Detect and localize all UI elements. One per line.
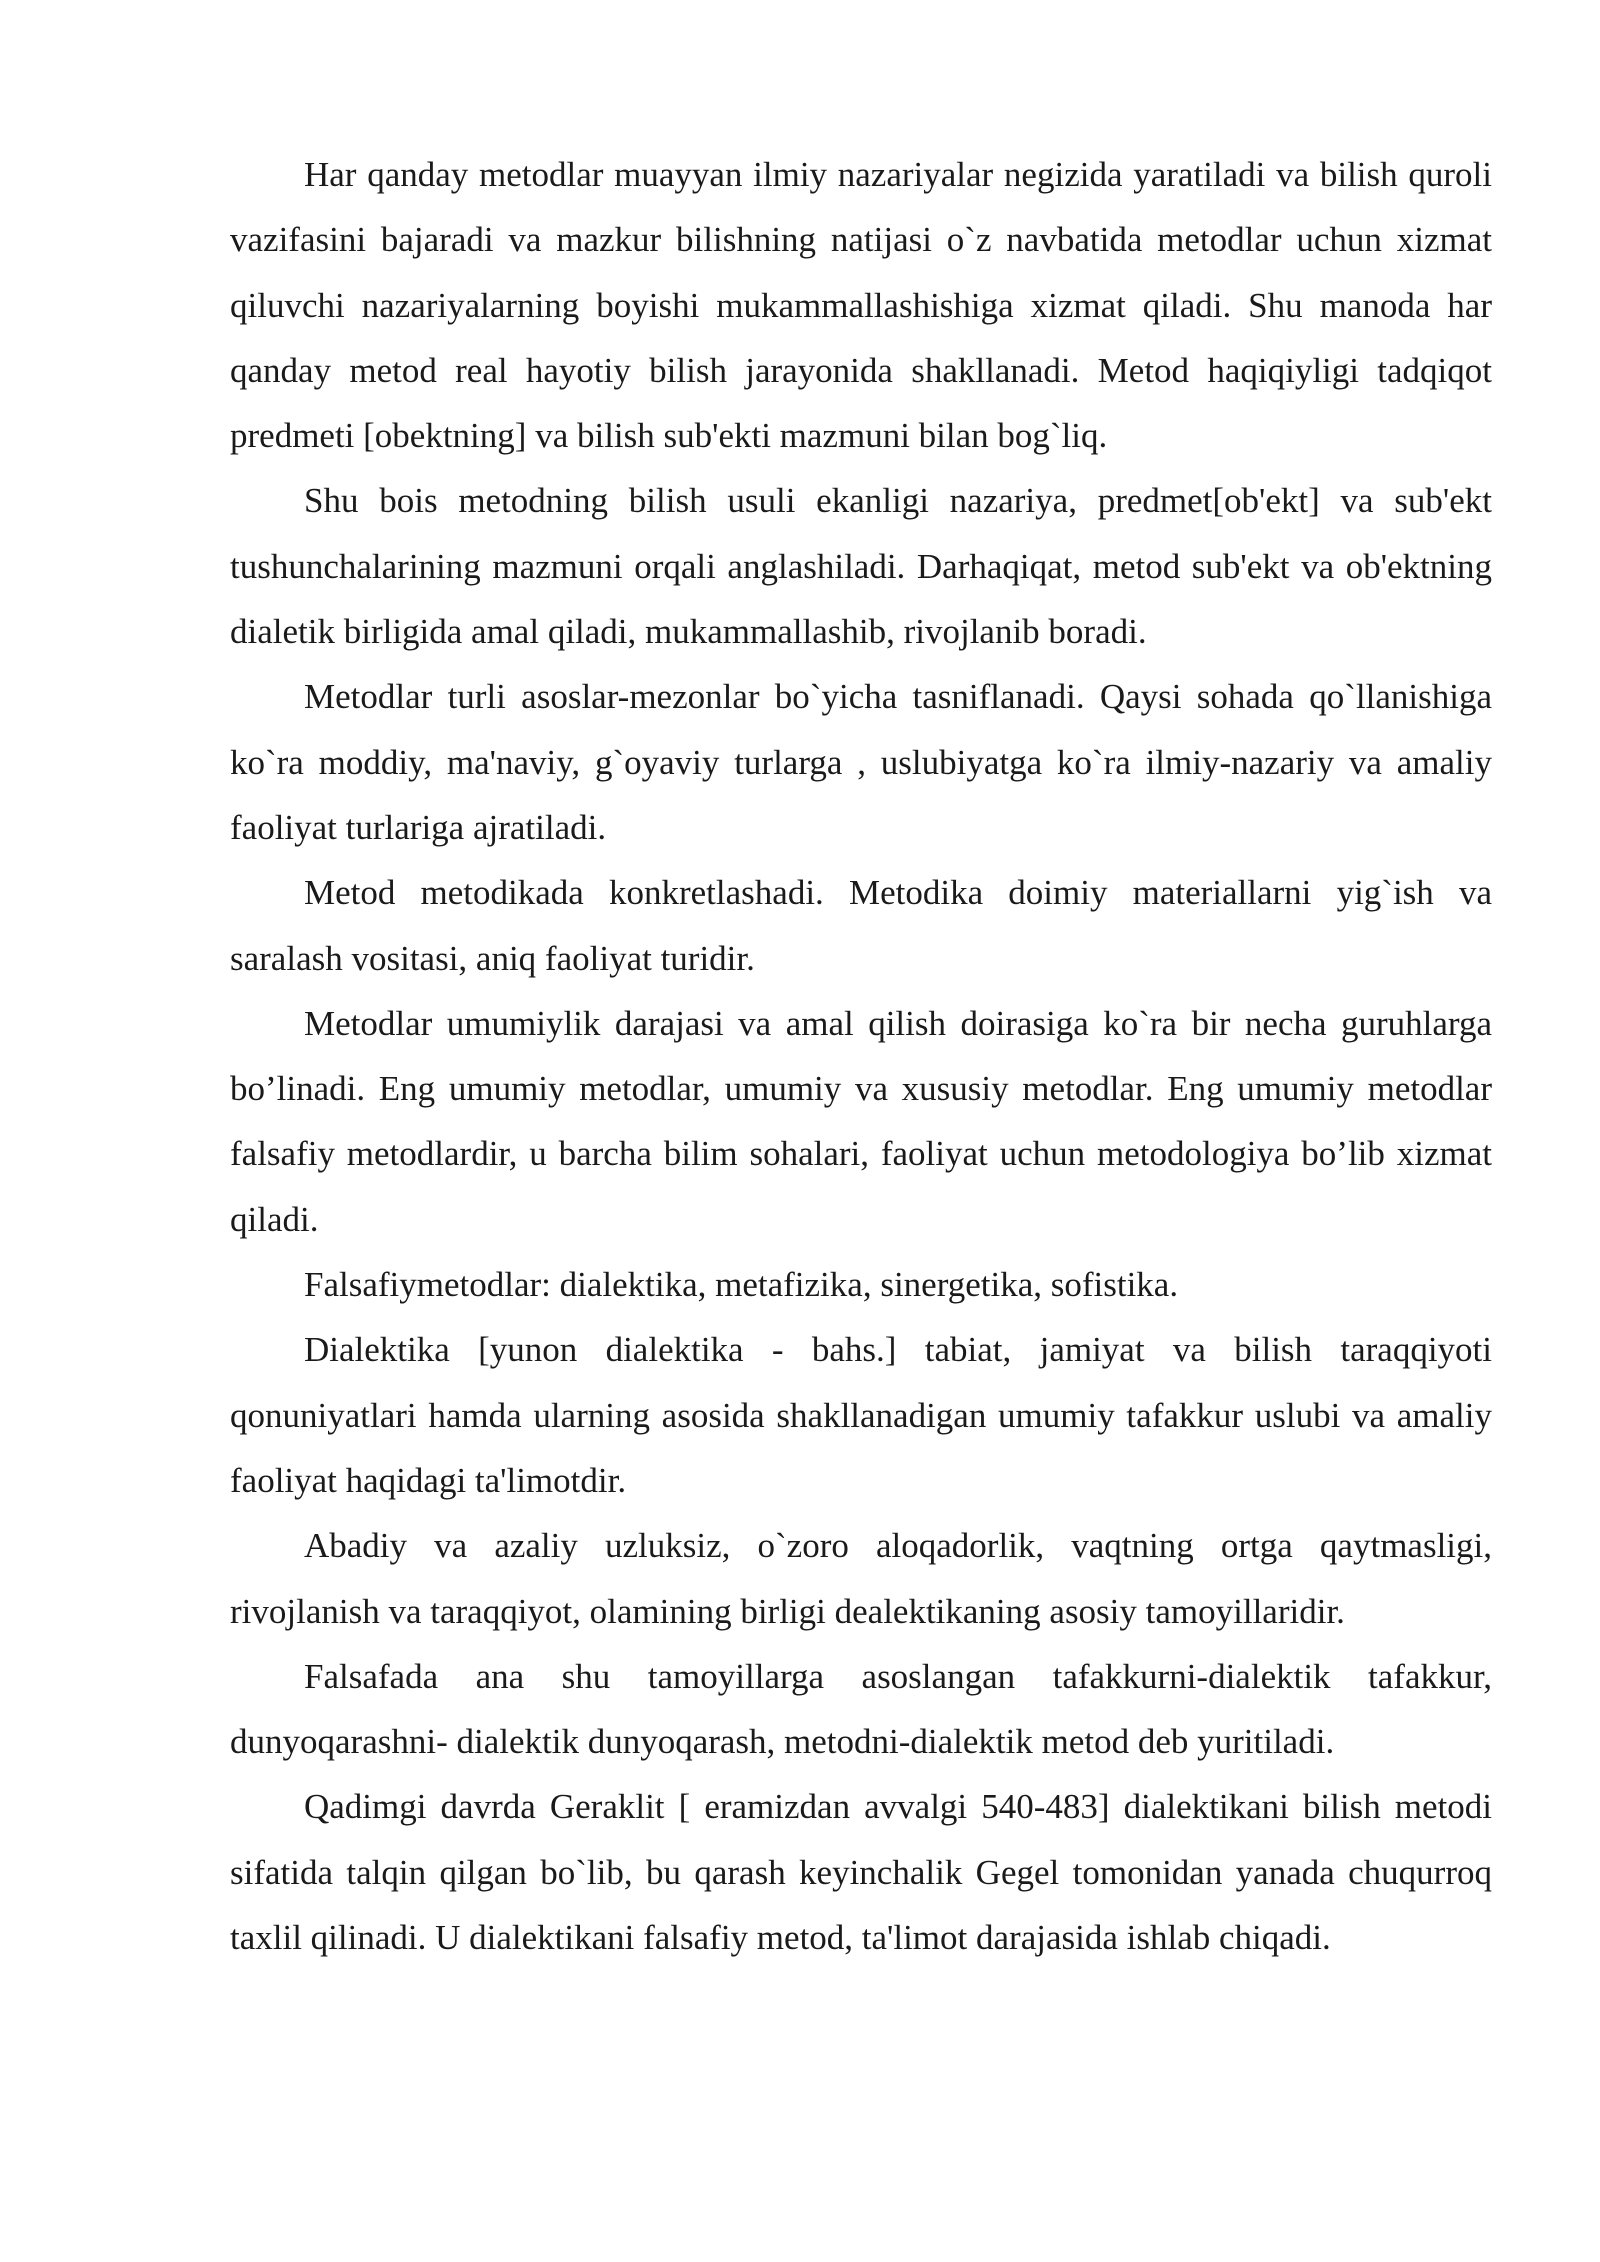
- paragraph: Dialektika [yunon dialektika - bahs.] tabiat, jamiyat va bilish taraqqiyoti qonuniyatlari hamda ularning asosida shakllanadigan umumiy tafakkur uslubi va amaliy faoliyat haqidagi ta'limotdir.: [230, 1330, 1492, 1500]
- paragraph: Shu bois metodning bilish usuli ekanligi nazariya, predmet[ob'ekt] va sub'ekt tushunchalarining mazmuni orqali anglashiladi. Darhaqiqat, metod sub'ekt va ob'ektning dialetik birligida amal qiladi, mukammallashib, rivojlanib boradi.: [230, 481, 1492, 652]
- paragraph: Qadimgi davrda Geraklit [ eramizdan avvalgi 540-483] dialektikani bilish metodi sifatida talqin qilgan bo`lib, bu qarash keyinchalik Gegel tomonidan yanada chuqurroq taxlil qilinadi. U dialektikani falsafiy metod, ta'limot darajasida ishlab chiqadi.: [230, 1787, 1492, 1958]
- paragraph: Har qanday metodlar muayyan ilmiy nazariyalar negizida yaratiladi va bilish quroli vazifasini bajaradi va mazkur bilishning natijasi o`z navbatida metodlar uchun xizmat qiluvchi nazariyalarning boyishi mukammallashishiga xizmat qiladi. Shu manoda har qanday metod real hayotiy bilish jarayonida shakllanadi. Metod haqiqiyligi tadqiqot predmeti [obektning] va bilish sub'ekti mazmuni bilan bog`liq.: [230, 155, 1492, 456]
- paragraph: Metodlar umumiylik darajasi va amal qilish doirasiga ko`ra bir necha guruhlarga bo’linadi. Eng umumiy metodlar, umumiy va xususiy metodlar. Eng umumiy metodlar falsafiy metodlardir, u barcha bilim sohalari, faoliyat uchun metodologiya bo’lib xizmat qiladi.: [230, 1003, 1492, 1239]
- paragraph: Metod metodikada konkretlashadi. Metodika doimiy materiallarni yig`ish va saralash vositasi, aniq faoliyat turidir.: [230, 873, 1492, 978]
- document-body: [230, 142, 1492, 1970]
- paragraph: Falsafiymetodlar: dialektika, metafizika, sinergetika, sofistika.: [304, 1265, 1179, 1305]
- paragraph: Abadiy va azaliy uzluksiz, o`zoro aloqadorlik, vaqtning ortga qaytmasligi, rivojlanish va taraqqiyot, olamining birligi dealektikaning asosiy tamoyillaridir.: [230, 1526, 1492, 1631]
- paragraph: Falsafada ana shu tamoyillarga asoslangan tafakkurni-dialektik tafakkur, dunyoqarashni- dialektik dunyoqarash, metodni-dialektik metod deb yuritiladi.: [230, 1656, 1492, 1762]
- paragraph: Metodlar turli asoslar-mezonlar bo`yicha tasniflanadi. Qaysi sohada qo`llanishiga ko`ra moddiy, ma'naviy, g`oyaviy turlarga , uslubiyatga ko`ra ilmiy-nazariy va amaliy faoliyat turlariga ajratiladi.: [230, 677, 1492, 847]
